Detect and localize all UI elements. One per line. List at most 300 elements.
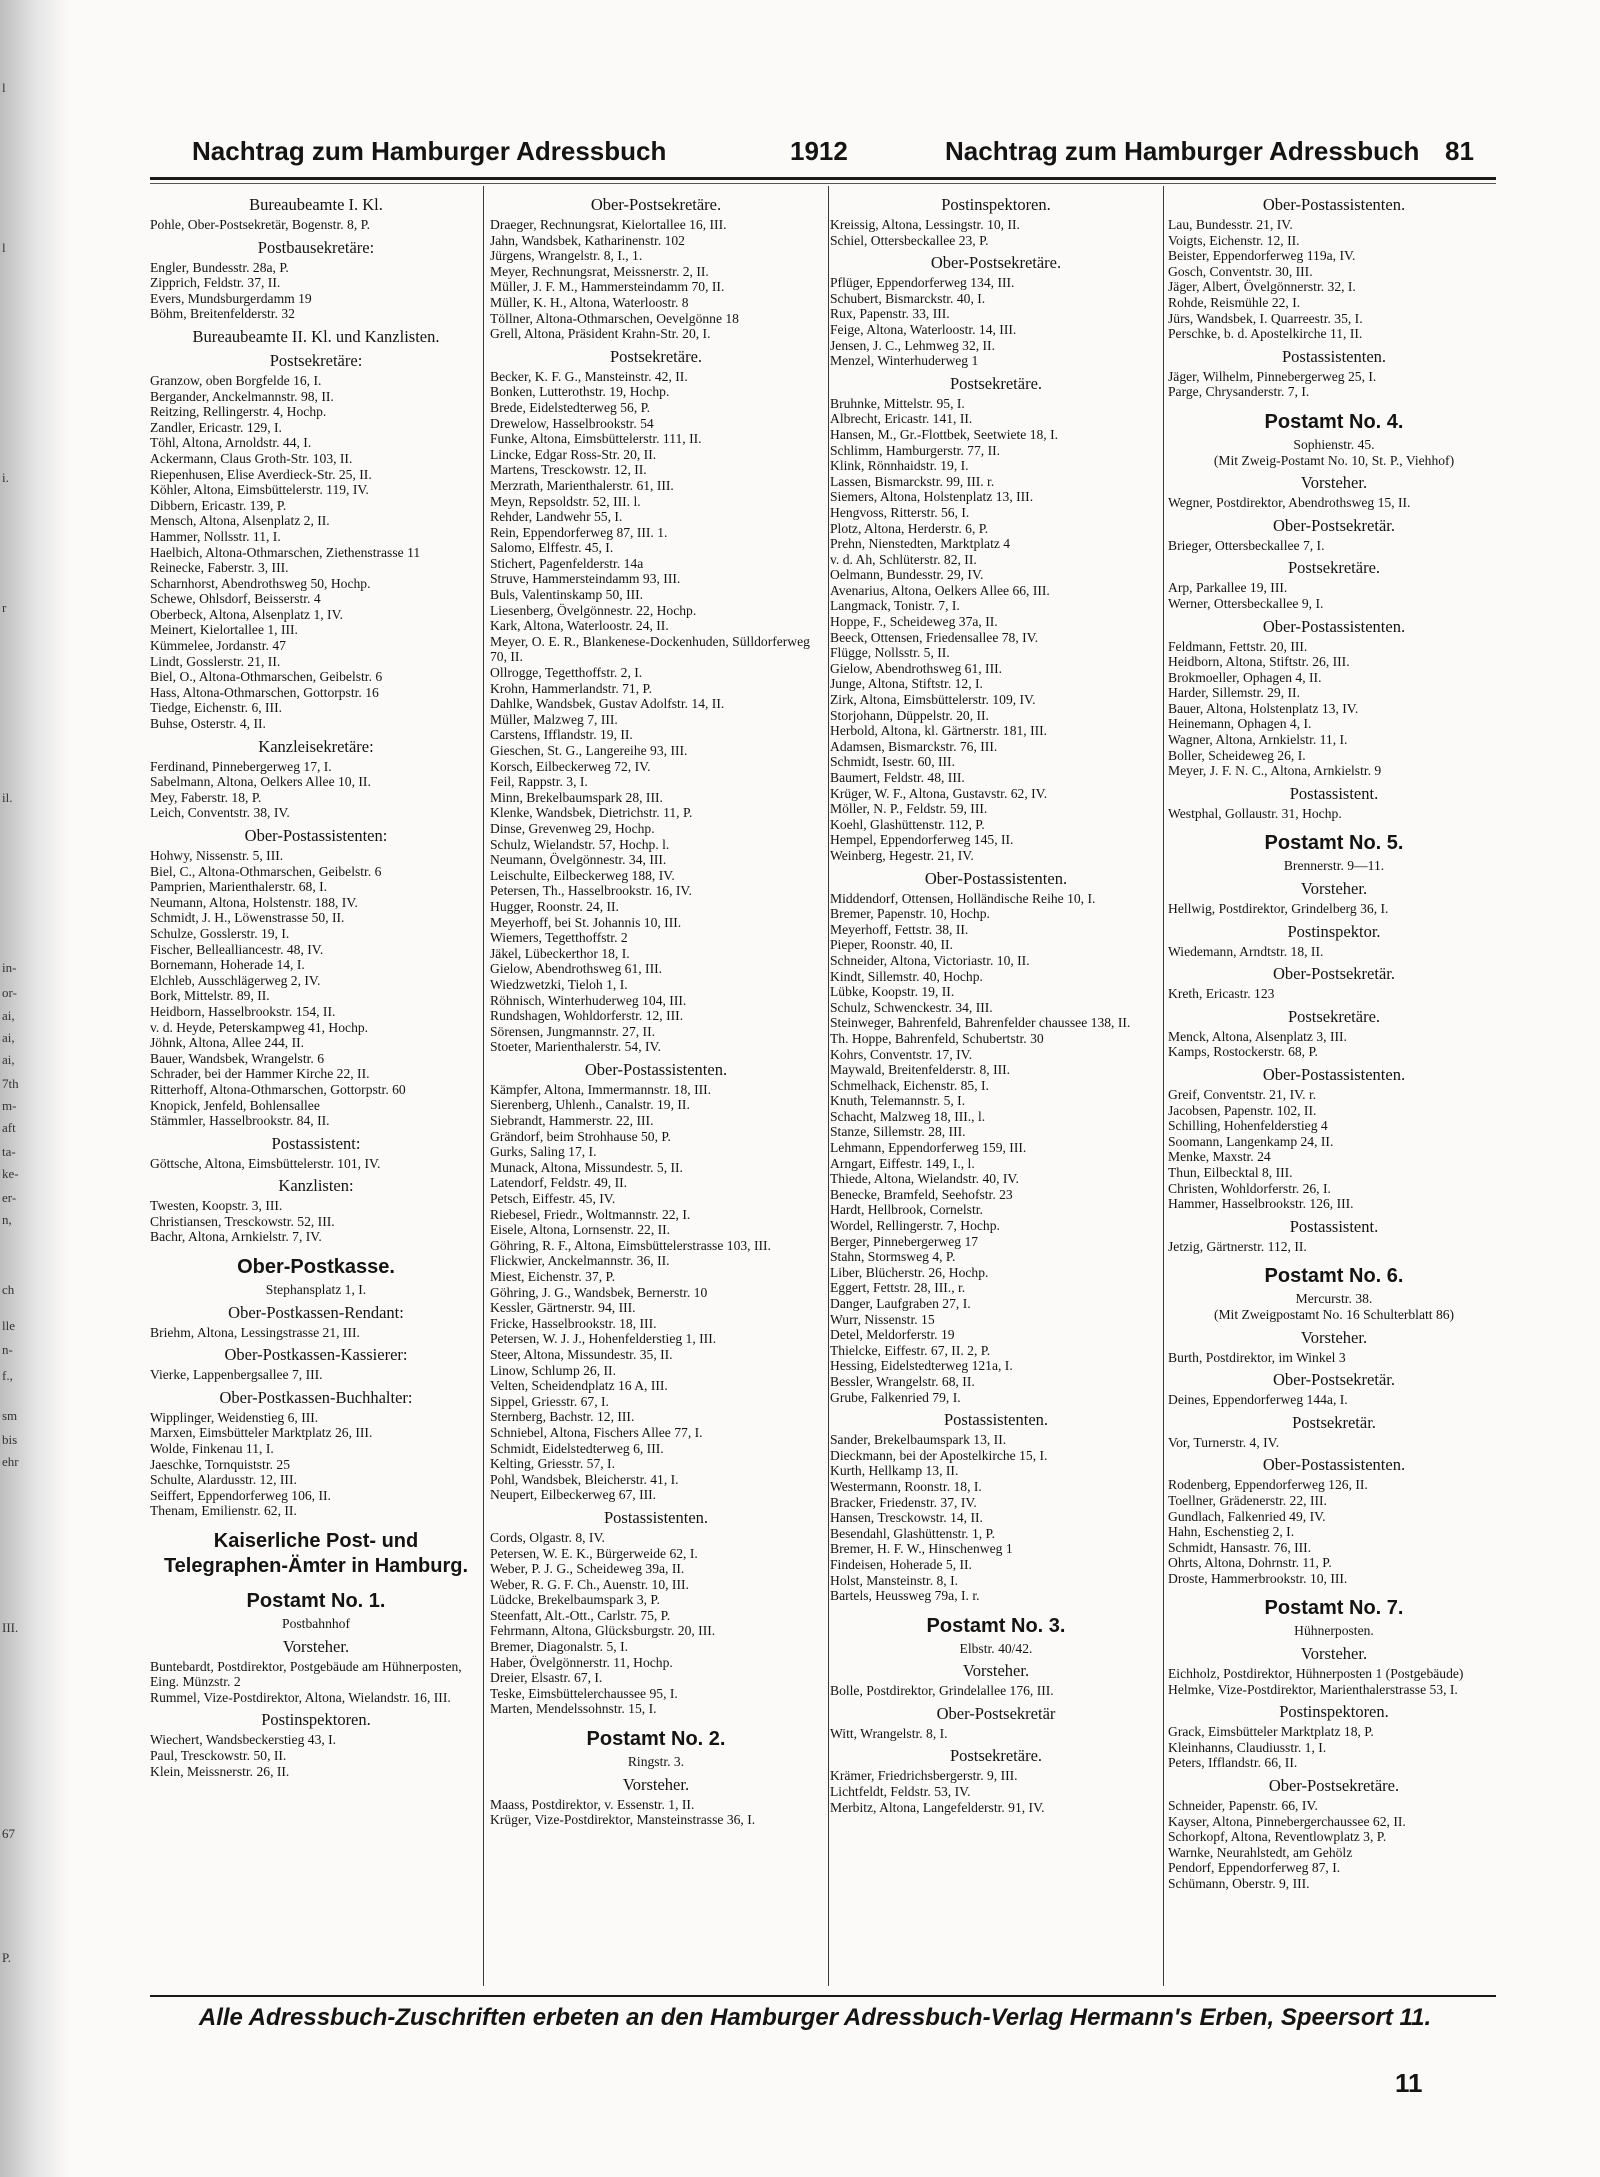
- directory-entry: Grell, Altona, Präsident Krahn-Str. 20, I.: [490, 326, 711, 342]
- directory-entry: Rundshagen, Wohldorferstr. 12, III.: [490, 1008, 684, 1024]
- directory-entry: Harder, Sillemstr. 29, II.: [1168, 685, 1300, 701]
- directory-entry: Miest, Eichenstr. 37, P.: [490, 1269, 615, 1284]
- section-heading: Vorsteher.: [1300, 1327, 1368, 1347]
- margin-fragment: ta-: [2, 1144, 16, 1159]
- section-heading: Bureaubeamte II. Kl. und Kanzlisten.: [192, 326, 440, 346]
- directory-entry: Stichert, Pagenfelderstr. 14a: [490, 555, 644, 571]
- section-address: (Mit Zweigpostamt No. 16 Schulterblatt 86): [1213, 1306, 1455, 1322]
- directory-entry: Meyer, J. F. N. C., Altona, Arnkielstr. 9: [1168, 763, 1382, 779]
- directory-entry: Hardt, Hellbrook, Cornelstr.: [830, 1202, 983, 1218]
- margin-fragment: n-: [2, 1342, 13, 1357]
- directory-entry: Thun, Eilbecktal 8, III.: [1168, 1164, 1293, 1180]
- directory-entry: Prehn, Nienstedten, Marktplatz 4: [830, 536, 1011, 552]
- section-heading: Postinspektor.: [1287, 921, 1381, 941]
- section-heading: Postsekretäre:: [269, 350, 363, 370]
- directory-entry: Meyerhoff, Fettstr. 38, II.: [830, 921, 969, 937]
- directory-entry: Meinert, Kielortallee 1, III.: [150, 622, 298, 638]
- directory-entry: Lassen, Bismarckstr. 99, III. r.: [830, 473, 995, 489]
- directory-entry: Klink, Rönnhaidstr. 19, I.: [830, 458, 969, 474]
- directory-entry: Biel, O., Altona-Othmarschen, Geibelstr. 6: [150, 669, 383, 685]
- directory-entry: Plotz, Altona, Herderstr. 6, P.: [830, 520, 989, 536]
- directory-entry: Flickwier, Anckelmannstr. 36, II.: [490, 1253, 670, 1269]
- section-heading: Vorsteher.: [1300, 879, 1368, 899]
- directory-entry: Schilling, Hohenfelderstieg 4: [1168, 1118, 1328, 1134]
- directory-entry: Cords, Olgastr. 8, IV.: [490, 1529, 605, 1545]
- directory-entry: Pohle, Ober-Postsekretär, Bogenstr. 8, P.: [150, 217, 371, 232]
- directory-entry: Munack, Altona, Missundestr. 5, II.: [490, 1159, 683, 1175]
- section-title: Postamt No. 7.: [1264, 1597, 1404, 1620]
- directory-entry: Kayser, Altona, Pinnebergerchaussee 62, II.: [1168, 1813, 1406, 1829]
- directory-entry: Lübke, Koopstr. 19, II.: [830, 984, 955, 1000]
- margin-fragment: ehr: [2, 1454, 19, 1469]
- directory-entry: Teske, Eimsbüttelerchaussee 95, I.: [490, 1685, 678, 1701]
- directory-entry: Göhring, R. F., Altona, Eimsbüttelerstrasse 103, III.: [490, 1237, 771, 1253]
- margin-fragment: lle: [2, 1318, 15, 1333]
- directory-entry: Kreth, Ericastr. 123: [1168, 986, 1275, 1002]
- directory-entry: Twesten, Koopstr. 3, III.: [150, 1198, 283, 1214]
- directory-entry: Stanze, Sillemstr. 28, III.: [830, 1124, 966, 1140]
- directory-entry: Petersen, W. E. K., Bürgerweide 62, I.: [490, 1545, 698, 1561]
- directory-entry: Riepenhusen, Elise Averdieck-Str. 25, II.: [150, 466, 372, 482]
- directory-entry: Westphal, Gollaustr. 31, Hochp.: [1168, 805, 1342, 821]
- directory-entry: Fehrmann, Altona, Glücksburgstr. 20, III.: [490, 1623, 716, 1639]
- directory-entry: Carstens, Ifflandstr. 19, II.: [490, 727, 633, 743]
- directory-entry: Weinberg, Hegestr. 21, IV.: [830, 847, 974, 863]
- directory-entry: Kessler, Gärtnerstr. 94, III.: [490, 1300, 636, 1316]
- directory-entry: Greif, Conventstr. 21, IV. r.: [1168, 1087, 1317, 1102]
- section-address: Stephansplatz 1, I.: [265, 1282, 367, 1298]
- directory-entry: Th. Hoppe, Bahrenfeld, Schubertstr. 30: [830, 1030, 1044, 1046]
- directory-entry: Schümann, Oberstr. 9, III.: [1168, 1876, 1310, 1891]
- margin-fragment: bis: [2, 1432, 18, 1447]
- section-heading: Postinspektoren.: [261, 1710, 371, 1730]
- directory-entry: Sippel, Griesstr. 67, I.: [490, 1393, 609, 1409]
- directory-entry: Gurks, Saling 17, I.: [490, 1144, 597, 1160]
- directory-column-4: [1168, 190, 1500, 1980]
- directory-entry: Kelting, Griesstr. 57, I.: [490, 1456, 615, 1472]
- directory-entry: Wegner, Postdirektor, Abendrothsweg 15, II.: [1168, 495, 1411, 511]
- section-heading: Ober-Postassistenten:: [244, 826, 388, 845]
- directory-entry: Dieckmann, bei der Apostelkirche 15, I.: [830, 1447, 1048, 1463]
- directory-entry: Helmke, Vize-Postdirektor, Marienthalerstrasse 53, I.: [1168, 1681, 1458, 1697]
- section-heading: Vorsteher.: [622, 1774, 690, 1794]
- directory-entry: Töhl, Altona, Arnoldstr. 44, I.: [150, 435, 312, 451]
- directory-entry: Jacobsen, Papenstr. 102, II.: [1168, 1102, 1317, 1118]
- directory-entry: Menke, Maxstr. 24: [1168, 1149, 1271, 1165]
- directory-entry: Ritterhoff, Altona-Othmarschen, Gottorpstr. 60: [150, 1081, 406, 1097]
- directory-entry: Bracker, Friedenstr. 37, IV.: [830, 1494, 977, 1510]
- header-year: 1912: [790, 136, 848, 166]
- directory-entry: Krohn, Hammerlandstr. 71, P.: [490, 680, 652, 696]
- directory-entry: Becker, K. F. G., Mansteinstr. 42, II.: [490, 368, 688, 384]
- margin-fragment: m-: [2, 1098, 17, 1113]
- directory-entry: Gosch, Conventstr. 30, III.: [1168, 263, 1313, 279]
- directory-entry: Dreier, Elsastr. 67, I.: [490, 1670, 603, 1686]
- directory-entry: Werner, Ottersbeckallee 9, I.: [1168, 595, 1324, 611]
- section-heading: Ober-Postsekretär: [936, 1703, 1056, 1723]
- sheet-signature: 11: [1395, 2068, 1423, 2098]
- directory-entry: Kämpfer, Altona, Immermannstr. 18, III.: [490, 1081, 712, 1097]
- directory-entry: Kümmelee, Jordanstr. 47: [150, 638, 286, 654]
- margin-fragment: aft: [2, 1120, 16, 1135]
- directory-entry: Benecke, Bramfeld, Seehofstr. 23: [830, 1186, 1013, 1202]
- margin-fragment: ke-: [2, 1166, 19, 1181]
- directory-entry: Peters, Ifflandstr. 66, II.: [1168, 1755, 1298, 1771]
- directory-entry: Herbold, Altona, kl. Gärtnerstr. 181, III.: [830, 723, 1048, 739]
- directory-entry: Müller, K. H., Altona, Waterloostr. 8: [490, 294, 689, 310]
- section-address: Sophienstr. 45.: [1293, 436, 1375, 452]
- section-title: Ober-Postkasse.: [237, 1256, 395, 1279]
- directory-entry: Jöhnk, Altona, Allee 244, II.: [150, 1035, 305, 1051]
- section-heading: Postassistent:: [271, 1133, 361, 1153]
- directory-entry: Hass, Altona-Othmarschen, Gottorpstr. 16: [150, 684, 379, 700]
- directory-entry: Göttsche, Altona, Eimsbüttelerstr. 101, IV.: [150, 1155, 381, 1171]
- header-rule: [150, 177, 1496, 180]
- directory-entry: Neupert, Eilbeckerweg 67, III.: [490, 1487, 657, 1503]
- directory-entry: Bornemann, Hoherade 14, I.: [150, 957, 305, 973]
- directory-entry: Petersen, W. J. J., Hohenfelderstieg 1, III.: [490, 1331, 717, 1347]
- directory-entry: Findeisen, Hoherade 5, II.: [830, 1556, 972, 1572]
- directory-entry: Evers, Mundsburgerdamm 19: [150, 290, 312, 306]
- header-left-title: Nachtrag zum Hamburger Adressbuch: [192, 136, 667, 166]
- directory-entry: Heidborn, Altona, Stiftstr. 26, III.: [1168, 654, 1350, 670]
- directory-entry: Pohl, Wandsbek, Bleicherstr. 41, I.: [490, 1471, 679, 1487]
- directory-entry: v. d. Ah, Schlüterstr. 82, II.: [830, 551, 977, 567]
- directory-entry: Jetzig, Gärtnerstr. 112, II.: [1168, 1238, 1307, 1254]
- column-divider: [483, 186, 484, 1986]
- directory-entry: Seiffert, Eppendorferweg 106, II.: [150, 1487, 331, 1503]
- directory-entry: Jaeschke, Tornquiststr. 25: [150, 1456, 291, 1472]
- section-heading: Ober-Postkassen-Rendant:: [228, 1302, 404, 1322]
- directory-entry: Marxen, Eimsbütteler Marktplatz 26, III.: [150, 1425, 373, 1441]
- directory-entry: Beister, Eppendorferweg 119a, IV.: [1168, 248, 1356, 264]
- directory-entry: Müller, J. F. M., Hammersteindamm 70, II.: [490, 279, 725, 295]
- directory-entry: Meyn, Repsoldstr. 52, III. l.: [490, 493, 641, 509]
- directory-entry: Brieger, Ottersbeckallee 7, I.: [1168, 537, 1325, 553]
- directory-entry: Drewelow, Hasselbrookstr. 54: [490, 415, 654, 431]
- directory-entry: Bartels, Heussweg 79a, I. r.: [830, 1588, 980, 1604]
- directory-entry: Schmidt, Hansastr. 76, III.: [1168, 1539, 1312, 1555]
- directory-entry: Schubert, Bismarckstr. 40, I.: [830, 290, 986, 306]
- directory-entry: Steenfatt, Alt.-Ott., Carlstr. 75, P.: [490, 1607, 671, 1623]
- directory-entry: Riebesel, Friedr., Woltmannstr. 22, I.: [490, 1206, 691, 1222]
- margin-fragment: sm: [2, 1408, 18, 1423]
- directory-entry: Martens, Tresckowstr. 12, II.: [490, 462, 647, 478]
- directory-entry: Kurth, Hellkamp 13, II.: [830, 1463, 959, 1479]
- margin-fragment: il.: [2, 790, 13, 805]
- column-divider: [1163, 186, 1164, 1986]
- directory-entry: Töllner, Altona-Othmarschen, Oevelgönne 18: [490, 310, 739, 326]
- directory-entry: Korsch, Eilbeckerweg 72, IV.: [490, 758, 651, 774]
- directory-entry: Knuth, Telemannstr. 5, I.: [830, 1093, 966, 1109]
- directory-entry: Hugger, Roonstr. 24, II.: [490, 898, 619, 914]
- directory-entry: Schewe, Ohlsdorf, Beisserstr. 4: [150, 591, 321, 607]
- section-heading: Kanzlisten:: [278, 1176, 354, 1196]
- directory-entry: Buhse, Osterstr. 4, II.: [150, 716, 266, 732]
- section-address: Mercurstr. 38.: [1295, 1291, 1373, 1307]
- directory-entry: Hohwy, Nissenstr. 5, III.: [150, 848, 284, 863]
- directory-entry: Hammer, Hasselbrookstr. 126, III.: [1168, 1196, 1354, 1212]
- directory-entry: Oelmann, Bundesstr. 29, IV.: [830, 567, 984, 583]
- section-title: Postamt No. 3.: [926, 1614, 1066, 1637]
- directory-entry: Feil, Rappstr. 3, I.: [490, 774, 588, 790]
- directory-entry: Wolde, Finkenau 11, I.: [150, 1441, 274, 1457]
- directory-entry: Schmelhack, Eichenstr. 85, I.: [830, 1077, 989, 1093]
- directory-entry: Kleinhanns, Claudiusstr. 1, I.: [1168, 1739, 1327, 1755]
- margin-fragment: 67: [2, 1826, 15, 1841]
- directory-entry: Rehder, Landwehr 55, I.: [490, 509, 623, 525]
- directory-entry: Christen, Wohldorferstr. 26, I.: [1168, 1180, 1331, 1196]
- directory-entry: Langmack, Tonistr. 7, I.: [830, 598, 960, 614]
- directory-entry: Boller, Scheideweg 26, I.: [1168, 747, 1306, 763]
- directory-entry: Voigts, Eichenstr. 12, II.: [1168, 232, 1300, 248]
- directory-entry: Lau, Bundesstr. 21, IV.: [1168, 217, 1293, 232]
- directory-entry: Gieschen, St. G., Langereihe 93, III.: [490, 743, 688, 758]
- section-heading: Ober-Postassistenten.: [1262, 1455, 1406, 1475]
- directory-entry: Junge, Altona, Stiftstr. 12, I.: [830, 676, 983, 692]
- directory-entry: Heinemann, Ophagen 4, I.: [1168, 716, 1312, 732]
- directory-entry: Latendorf, Feldstr. 49, II.: [490, 1175, 628, 1191]
- directory-entry: Draeger, Rechnungsrat, Kielortallee 16, III.: [490, 217, 727, 232]
- directory-entry: Böhm, Breitenfelderstr. 32: [150, 306, 295, 322]
- directory-entry: Soomann, Langenkamp 24, II.: [1168, 1133, 1334, 1149]
- section-heading: Vorsteher.: [1300, 473, 1368, 493]
- directory-entry: Leich, Conventstr. 38, IV.: [150, 805, 290, 821]
- header-rule-thin: [150, 183, 1496, 184]
- directory-entry: Christiansen, Tresckowstr. 52, III.: [150, 1213, 335, 1229]
- directory-entry: Bremer, Diagonalstr. 5, I.: [490, 1639, 629, 1655]
- directory-entry: Hellwig, Postdirektor, Grindelberg 36, I.: [1168, 901, 1389, 917]
- section-heading: Postassistenten.: [1281, 346, 1387, 366]
- column-divider: [828, 186, 829, 1986]
- directory-column-2: [490, 190, 822, 1980]
- directory-entry: Deines, Eppendorferweg 144a, I.: [1168, 1392, 1348, 1408]
- directory-entry: Droste, Hammerbrookstr. 10, III.: [1168, 1570, 1348, 1586]
- page-number: 81: [1445, 136, 1474, 166]
- directory-entry: Zandler, Ericastr. 129, I.: [150, 419, 282, 435]
- directory-entry: Schneider, Altona, Victoriastr. 10, II.: [830, 952, 1030, 968]
- directory-entry: Grändorf, beim Strohhause 50, P.: [490, 1128, 671, 1144]
- directory-entry: Granzow, oben Borgfelde 16, I.: [150, 372, 322, 388]
- section-address: Brennerstr. 9—11.: [1283, 858, 1385, 874]
- directory-entry: Dahlke, Wandsbek, Gustav Adolfstr. 14, II.: [490, 696, 725, 712]
- directory-entry: Storjohann, Düppelstr. 20, II.: [830, 707, 989, 723]
- margin-fragment: l: [2, 240, 6, 255]
- directory-entry: Fischer, Bellealliancestr. 48, IV.: [150, 941, 324, 957]
- section-address: Elbstr. 40/42.: [959, 1640, 1033, 1656]
- directory-entry: Briehm, Altona, Lessingstrasse 21, III.: [150, 1324, 360, 1340]
- directory-entry: Elchleb, Ausschlägerweg 2, IV.: [150, 972, 321, 988]
- directory-entry: Koehl, Glashüttenstr. 112, P.: [830, 816, 985, 832]
- directory-entry: Thenam, Emilienstr. 62, II.: [150, 1503, 297, 1519]
- directory-entry: Ollrogge, Tegetthoffstr. 2, I.: [490, 665, 643, 681]
- directory-entry: Eichholz, Postdirektor, Hühnerposten 1 (Postgebäude): [1168, 1666, 1464, 1682]
- section-heading: Postsekretäre.: [949, 373, 1043, 393]
- directory-entry: Grack, Eimsbütteler Marktplatz 18, P.: [1168, 1724, 1374, 1740]
- section-heading: Ober-Postassistenten.: [584, 1059, 728, 1079]
- directory-entry: Stoeter, Marienthalerstr. 54, IV.: [490, 1039, 661, 1055]
- directory-entry: Schniebel, Altona, Fischers Allee 77, I.: [490, 1424, 703, 1440]
- directory-entry: Kindt, Sillemstr. 40, Hochp.: [830, 968, 983, 984]
- directory-entry: Dinse, Grevenweg 29, Hochp.: [490, 820, 655, 836]
- directory-entry: Kohrs, Conventstr. 17, IV.: [830, 1046, 973, 1062]
- directory-entry: Krämer, Friedrichsbergerstr. 9, III.: [830, 1768, 1018, 1784]
- directory-entry: Minn, Brekelbaumspark 28, III.: [490, 789, 663, 805]
- directory-entry: Ackermann, Claus Groth-Str. 103, II.: [150, 450, 353, 466]
- section-heading: Vorsteher.: [282, 1636, 350, 1656]
- directory-entry: Lincke, Edgar Ross-Str. 20, II.: [490, 446, 657, 462]
- section-title: Postamt No. 5.: [1264, 832, 1404, 855]
- directory-entry: Arp, Parkallee 19, III.: [1168, 580, 1288, 596]
- directory-entry: Holst, Mansteinstr. 8, I.: [830, 1572, 959, 1588]
- directory-entry: Warnke, Neurahlstedt, am Gehölz: [1168, 1844, 1353, 1860]
- directory-entry: Röhnisch, Winterhuderweg 104, III.: [490, 992, 687, 1008]
- directory-entry: Gielow, Abendrothsweg 61, III.: [490, 961, 663, 977]
- section-heading: Postsekretär.: [1292, 1412, 1376, 1432]
- directory-entry: Ferdinand, Pinnebergerweg 17, I.: [150, 758, 332, 774]
- section-title: Postamt No. 1.: [246, 1590, 386, 1612]
- section-heading: Postassistent.: [1289, 783, 1379, 803]
- directory-entry: Maass, Postdirektor, v. Essenstr. 1, II.: [490, 1796, 695, 1812]
- directory-entry: Steinweger, Bahrenfeld, Bahrenfelder chaussee 138, II.: [830, 1015, 1131, 1031]
- directory-entry: Klenke, Wandsbek, Dietrichstr. 11, P.: [490, 805, 693, 821]
- directory-entry: Neumann, Altona, Holstenstr. 188, IV.: [150, 894, 358, 910]
- directory-entry: Heidborn, Hasselbrookstr. 154, II.: [150, 1003, 336, 1019]
- directory-entry: Lüdcke, Brekelbaumspark 3, P.: [490, 1592, 660, 1608]
- directory-entry: Vierke, Lappenbergsallee 7, III.: [150, 1367, 323, 1383]
- directory-entry: Buls, Valentinskamp 50, III.: [490, 587, 644, 603]
- directory-entry: Besendahl, Glashüttenstr. 1, P.: [830, 1525, 996, 1541]
- directory-entry: Biel, C., Altona-Othmarschen, Geibelstr. 6: [150, 863, 382, 879]
- directory-entry: Bork, Mittelstr. 89, II.: [150, 988, 270, 1004]
- directory-entry: Menzel, Winterhuderweg 1: [830, 353, 979, 369]
- directory-entry: Liber, Blücherstr. 26, Hochp.: [830, 1264, 989, 1280]
- directory-entry: Feige, Altona, Waterloostr. 14, III.: [830, 321, 1017, 337]
- directory-entry: Reitzing, Rellingerstr. 4, Hochp.: [150, 404, 327, 420]
- directory-entry: Perschke, b. d. Apostelkirche 11, II.: [1168, 326, 1363, 342]
- margin-fragment: P.: [2, 1950, 12, 1965]
- directory-entry: v. d. Heyde, Peterskampweg 41, Hochp.: [150, 1019, 369, 1035]
- section-heading: Postinspektoren.: [1279, 1702, 1389, 1722]
- directory-entry: Jürgens, Wrangelstr. 8, I., 1.: [490, 248, 643, 264]
- directory-entry: Lehmann, Eppendorferweg 159, III.: [830, 1140, 1027, 1156]
- section-heading: Ober-Postkassen-Kassierer:: [224, 1345, 408, 1365]
- section-heading: Ober-Postsekretär.: [1272, 964, 1395, 984]
- directory-entry: Krüger, Vize-Postdirektor, Mansteinstrasse 36, I.: [490, 1812, 756, 1828]
- directory-entry: Stahn, Stormsweg 4, P.: [830, 1249, 956, 1265]
- directory-entry: Menck, Altona, Alsenplatz 3, III.: [1168, 1028, 1347, 1044]
- directory-entry: Hammer, Nollsstr. 11, I.: [150, 528, 281, 544]
- directory-entry: Merbitz, Altona, Langefelderstr. 91, IV.: [830, 1799, 1045, 1815]
- directory-entry: Bolle, Postdirektor, Grindelallee 176, III.: [830, 1683, 1054, 1699]
- directory-entry: Möller, N. P., Feldstr. 59, III.: [830, 801, 988, 817]
- directory-entry: Eggert, Fettstr. 28, III., r.: [830, 1280, 966, 1296]
- margin-fragment: ai,: [2, 1030, 15, 1045]
- directory-column-3: [830, 190, 1162, 1980]
- directory-entry: Linow, Schlump 26, II.: [490, 1362, 616, 1378]
- directory-entry: Feldmann, Fettstr. 20, III.: [1168, 638, 1308, 654]
- directory-entry: Westermann, Roonstr. 18, I.: [830, 1478, 982, 1494]
- section-title: Postamt No. 2.: [586, 1728, 726, 1751]
- directory-entry: Schmidt, Eidelstedterweg 6, III.: [490, 1440, 664, 1456]
- directory-entry: Rohde, Reismühle 22, I.: [1168, 294, 1301, 310]
- directory-entry: Gielow, Abendrothsweg 61, III.: [830, 660, 1003, 676]
- directory-entry: Steer, Altona, Missundestr. 35, II.: [490, 1346, 673, 1362]
- directory-entry: Flügge, Nollsstr. 5, II.: [830, 645, 950, 661]
- directory-entry: Köhler, Altona, Eimsbüttelerstr. 119, IV.: [150, 482, 369, 498]
- section-address: (Mit Zweig-Postamt No. 10, St. P., Viehhof): [1213, 452, 1455, 468]
- directory-entry: Scharnhorst, Abendrothsweg 50, Hochp.: [150, 575, 371, 591]
- directory-entry: Adamsen, Bismarckstr. 76, III.: [830, 738, 998, 754]
- directory-entry: Wagner, Altona, Arnkielstr. 11, I.: [1168, 732, 1348, 748]
- directory-entry: Oberbeck, Altona, Alsenplatz 1, IV.: [150, 606, 344, 622]
- directory-entry: Marten, Mendelssohnstr. 15, I.: [490, 1701, 657, 1717]
- directory-entry: Wiedzwetzki, Tieloh 1, I.: [490, 976, 628, 992]
- directory-entry: Wiechert, Wandsbeckerstieg 43, I.: [150, 1732, 337, 1748]
- directory-entry: Hansen, Tresckowstr. 14, II.: [830, 1510, 983, 1526]
- section-heading: Ober-Postsekretäre.: [1268, 1776, 1400, 1796]
- section-address: Postbahnhof: [282, 1616, 350, 1631]
- section-heading: Ober-Postsekretär.: [1272, 1370, 1395, 1390]
- directory-entry: Rummel, Vize-Postdirektor, Altona, Wielandstr. 16, III.: [150, 1689, 451, 1705]
- directory-entry: Hempel, Eppendorferweg 145, II.: [830, 832, 1014, 848]
- directory-entry: Parge, Chrysanderstr. 7, I.: [1168, 384, 1310, 400]
- directory-entry: Sternberg, Bachstr. 12, III.: [490, 1409, 635, 1425]
- directory-entry: Dibbern, Ericastr. 139, P.: [150, 497, 287, 513]
- directory-entry: Knopick, Jenfeld, Bohlensallee: [150, 1097, 320, 1113]
- directory-column-1: [150, 190, 482, 1980]
- directory-entry: Wipplinger, Weidenstieg 6, III.: [150, 1409, 319, 1425]
- directory-entry: Gundlach, Falkenried 49, IV.: [1168, 1508, 1326, 1524]
- section-heading: Ober-Postassistenten.: [1262, 1065, 1406, 1084]
- directory-entry: Hoppe, F., Scheideweg 37a, II.: [830, 614, 998, 630]
- directory-entry: Wurr, Nissenstr. 15: [830, 1311, 935, 1327]
- directory-entry: Siemers, Altona, Holstenplatz 13, III.: [830, 489, 1034, 505]
- section-heading: Postsekretäre.: [609, 346, 703, 366]
- directory-entry: Buntebardt, Postdirektor, Postgebäude am Hühnerposten, Eing. Münzstr. 2: [150, 1658, 462, 1690]
- directory-entry: Mensch, Altona, Alsenplatz 2, II.: [150, 513, 330, 529]
- margin-fragment: 7th: [2, 1076, 19, 1091]
- directory-entry: Rodenberg, Eppendorferweg 126, II.: [1168, 1477, 1368, 1493]
- section-address: Ringstr. 3.: [627, 1754, 685, 1770]
- directory-entry: Maywald, Breitenfelderstr. 8, III.: [830, 1062, 1011, 1078]
- directory-entry: Jäkel, Lübeckerthor 18, I.: [490, 945, 630, 961]
- directory-entry: Zirk, Altona, Eimsbüttelerstr. 109, IV.: [830, 692, 1036, 708]
- directory-entry: Schneider, Papenstr. 66, IV.: [1168, 1798, 1318, 1814]
- directory-entry: Pieper, Roonstr. 40, II.: [830, 937, 953, 953]
- section-heading: Bureaubeamte I. Kl.: [249, 195, 383, 214]
- directory-entry: Schulz, Wielandstr. 57, Hochp. l.: [490, 836, 670, 852]
- directory-entry: Klein, Meissnerstr. 26, II.: [150, 1763, 290, 1779]
- section-heading: Ober-Postassistenten.: [1262, 616, 1406, 636]
- directory-entry: Bauer, Altona, Holstenplatz 13, IV.: [1168, 700, 1359, 716]
- margin-fragment: ai,: [2, 1008, 15, 1023]
- directory-entry: Schmidt, Isestr. 60, III.: [830, 754, 955, 770]
- margin-fragment: f.,: [2, 1368, 13, 1383]
- directory-entry: Baumert, Feldstr. 48, III.: [830, 770, 965, 785]
- section-heading: Ober-Postkassen-Buchhalter:: [219, 1387, 413, 1407]
- section-heading: Postassistent.: [1289, 1216, 1379, 1236]
- directory-entry: Jäger, Albert, Övelgönnerstr. 32, I.: [1168, 279, 1356, 295]
- section-heading: Postassistenten.: [603, 1507, 709, 1527]
- directory-entry: Weber, P. J. G., Scheideweg 39a, II.: [490, 1561, 685, 1577]
- directory-entry: Arngart, Eiffestr. 149, I., l.: [830, 1155, 975, 1171]
- directory-entry: Schiel, Ottersbeckallee 23, P.: [830, 232, 989, 248]
- margin-fragment: ai,: [2, 1052, 15, 1067]
- section-heading: Vorsteher.: [962, 1661, 1030, 1681]
- directory-entry: Siebrandt, Hammerstr. 22, III.: [490, 1113, 654, 1129]
- directory-entry: Lindt, Gosslerstr. 21, II.: [150, 653, 281, 669]
